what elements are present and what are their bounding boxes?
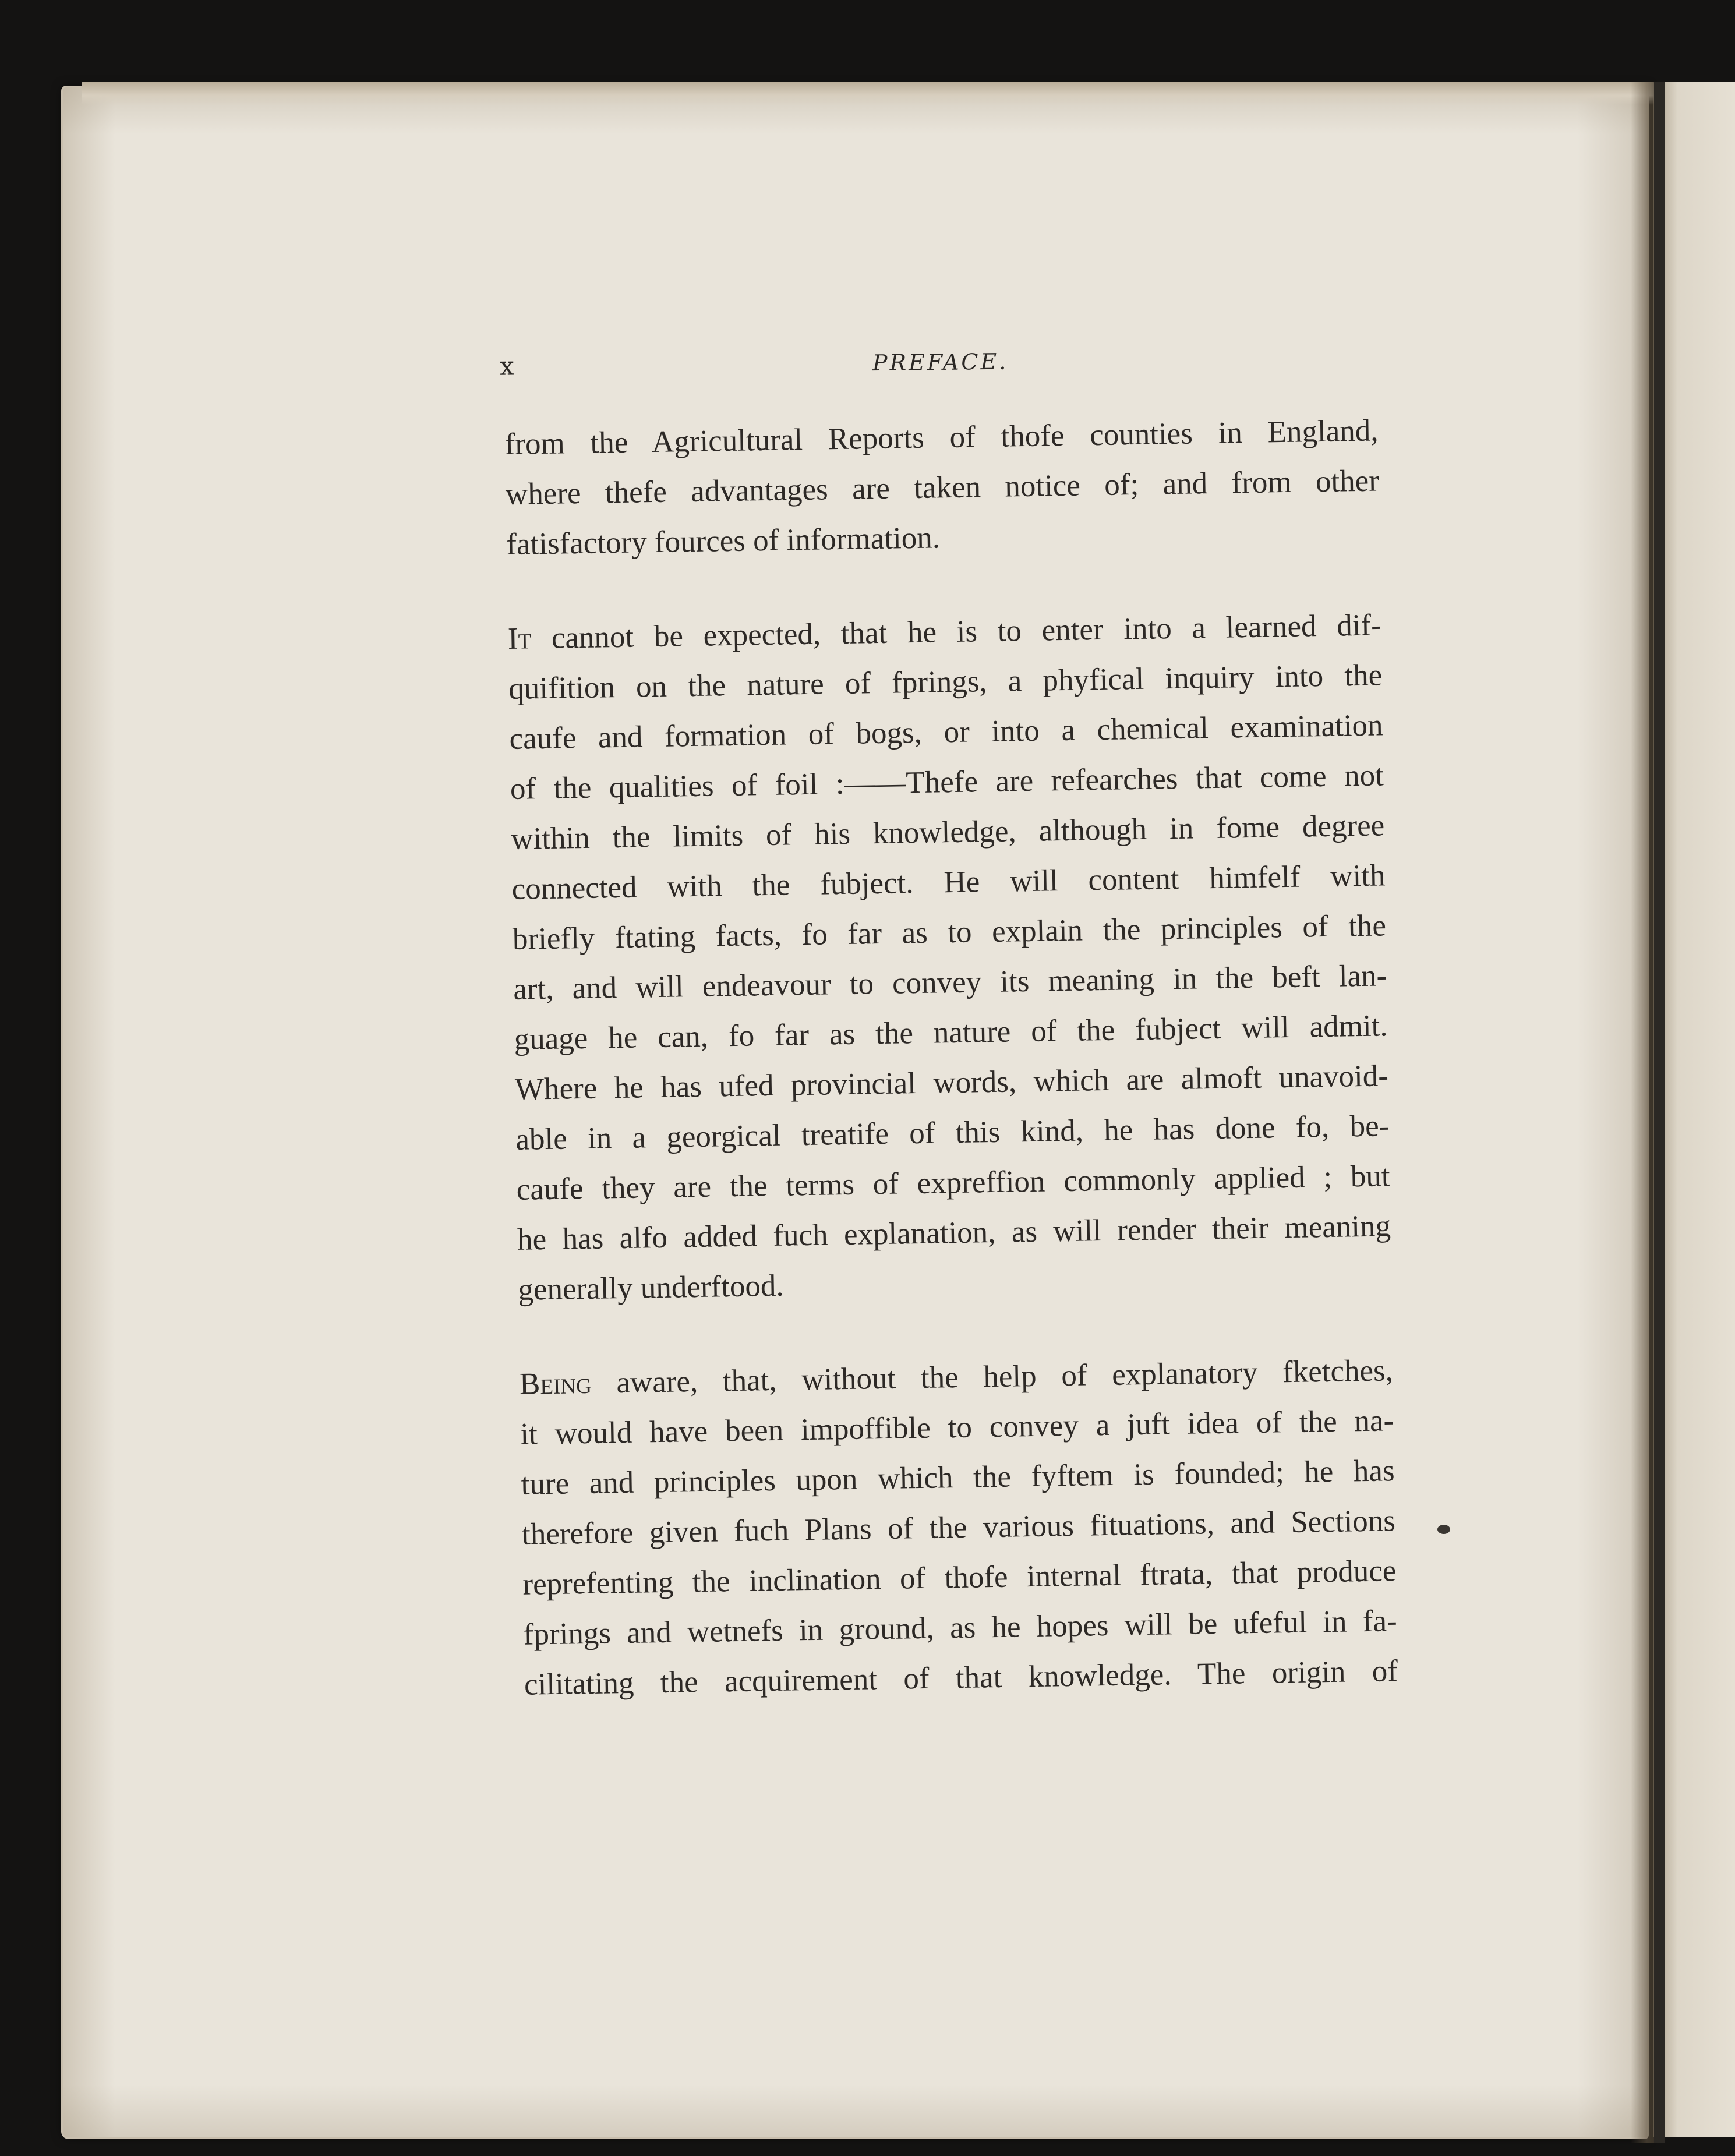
text-line: within the limits of his knowledge, although in fome degree xyxy=(510,808,1385,856)
text-line: he has alfo added fuch explanation, as will render their meaning xyxy=(517,1209,1391,1257)
text-line: fprings and wetnefs in ground, as he hopes will be ufeful in fa- xyxy=(523,1604,1398,1652)
text-line: where thefe advantages are taken notice of; and from other xyxy=(505,464,1380,511)
text-line: of the qualities of foil :——Thefe are refearches that come not xyxy=(510,758,1384,806)
text-line: reprefenting the inclination of thofe internal ftrata, that produce xyxy=(522,1554,1397,1602)
text-line-rest: aware, that, without the help of explanatory fketches, xyxy=(591,1353,1394,1400)
running-title: PREFACE. xyxy=(872,348,1009,376)
paragraph-lead-word: Being xyxy=(519,1366,592,1401)
facing-page-edge xyxy=(1653,82,1735,2137)
text-line: ture and principles upon which the fyftem is founded; he has xyxy=(521,1454,1395,1501)
text-line: caufe they are the terms of expreffion commonly applied ; but xyxy=(516,1159,1391,1207)
paragraph-lead-word: It xyxy=(507,621,532,656)
text-line: briefly ftating facts, fo far as to explain the principles of the xyxy=(512,909,1387,956)
page-top-edge xyxy=(82,82,1654,105)
text-line: caufe and formation of bogs, or into a chemical examination xyxy=(509,708,1383,756)
text-line: generally underftood. xyxy=(518,1268,785,1307)
text-line: art, and will endeavour to convey its meaning in the beft lan- xyxy=(513,959,1387,1006)
text-line: Where he has ufed provincial words, which are almoft unavoid- xyxy=(514,1059,1389,1107)
spine-shadow xyxy=(1654,82,1665,2143)
body-text xyxy=(504,405,1398,1709)
text-line: therefore given fuch Plans of the various fituations, and Sections xyxy=(521,1504,1396,1551)
text-line: connected with the fubject. He will content himfelf with xyxy=(511,858,1386,906)
paragraph xyxy=(519,1345,1398,1709)
text-line-rest: cannot be expected, that he is to enter into a learned dif- xyxy=(531,608,1382,656)
ink-speck xyxy=(1437,1525,1450,1534)
text-line: from the Agricultural Reports of thofe counties in England, xyxy=(504,413,1379,461)
paragraph xyxy=(507,600,1392,1314)
text-line: cilitating the acquirement of that knowledge. The origin of xyxy=(524,1654,1398,1702)
paragraph xyxy=(504,405,1380,570)
page-number: x xyxy=(499,351,515,381)
text-line: it would have been impoffible to convey a juft idea of the na- xyxy=(520,1404,1394,1451)
text-line: quifition on the nature of fprings, a phyfical inquiry into the xyxy=(508,658,1383,706)
text-line: guage he can, fo far as the nature of the fubject will admit. xyxy=(514,1009,1388,1056)
text-line: fatisfactory fources of information. xyxy=(506,521,941,561)
text-line: able in a georgical treatife of this kind, he has done fo, be- xyxy=(515,1109,1390,1157)
